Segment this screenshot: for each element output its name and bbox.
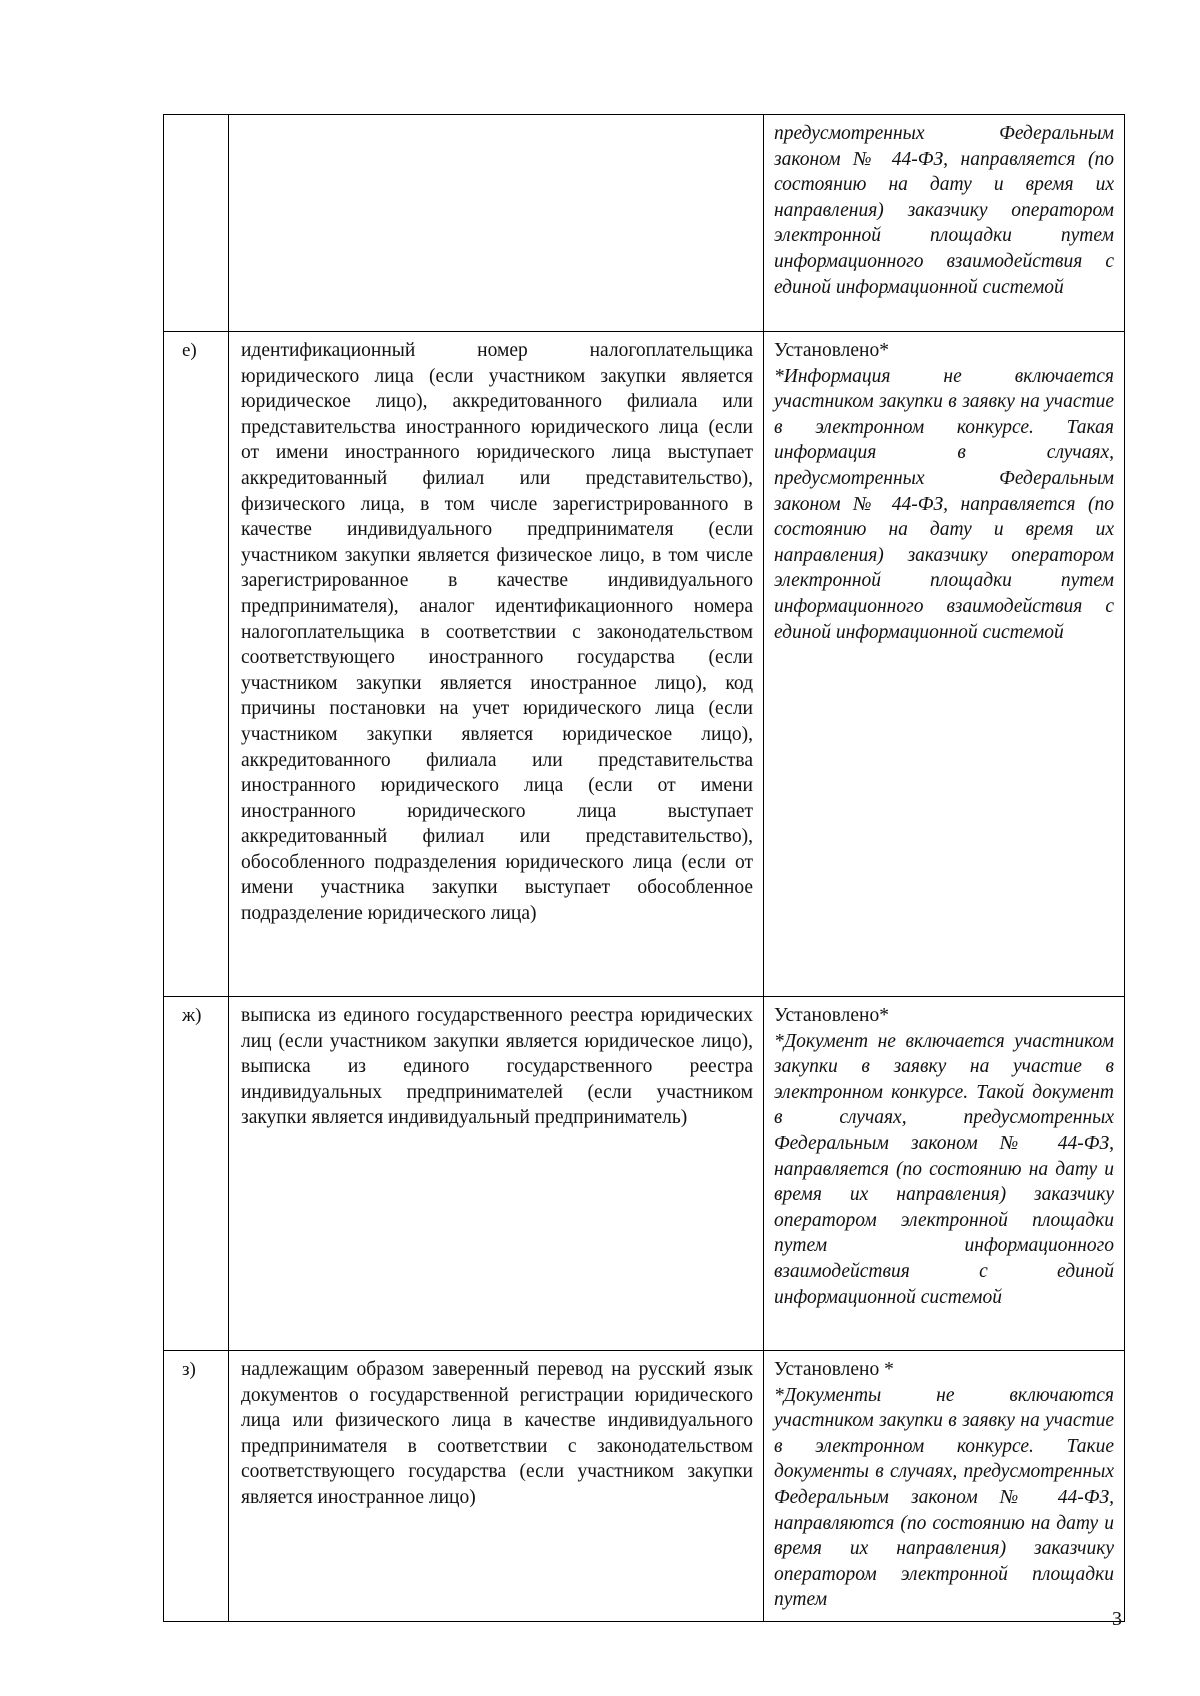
requirement-status: Установлено* [774,1005,889,1026]
requirement-status: Установлено* [774,340,889,361]
requirement-note: предусмотренных Федеральным законом № 44-ФЗ, направляется (по состоянию на дату и время их направления) заказчику оператором электронной площадки путем информационного взаимодействия с единой информационной системой [774,123,1114,298]
table-row [164,332,1125,997]
row-requirement [764,1351,1125,1622]
requirement-note: *Документы не включаются участником закупки в заявку на участие в электронном конкурсе. Такие документы в случаях, предусмотренных Федеральным законом № 44-ФЗ, направляются (по состоянию на дату и время их направления) заказчику оператором электронной площадки путем [774,1384,1114,1611]
row-number: з) [164,1351,229,1622]
row-description: надлежащим образом заверенный перевод на русский язык документов о государственной регистрации юридического лица или физического лица в качестве индивидуального предпринимателя в соответствии с законодательством соответствующего государства (если участником закупки является иностранное лицо) [229,1351,764,1622]
requirement-status: Установлено * [774,1359,894,1380]
row-number [164,115,229,332]
requirements-table [163,114,1125,1622]
row-requirement [764,997,1125,1351]
table-row [164,1351,1125,1622]
row-description: идентификационный номер налогоплательщика юридического лица (если участником закупки является юридическое лицо), аккредитованного филиала или представительства иностранного юридического лица (если от имени иностранного юридического лица выступает аккредитованный филиал или представительство), физического лица, в том числе зарегистрированного в качестве индивидуального предпринимателя (если участником закупки является физическое лицо, в том числе зарегистрированное в качестве индивидуального предпринимателя), аналог идентификационного номера налогоплательщика в соответствии с законодательством соответствующего иностранного государства (если участником закупки является иностранное лицо), код причины постановки на учет юридического лица (если участником закупки является юридическое лицо), аккредитованного филиала или представительства иностранного юридического лица (если от имени иностранного юридического лица выступает аккредитованный филиал или представительство), обособленного подразделения юридического лица (если от имени участника закупки выступает обособленное подразделение юридического лица) [229,332,764,997]
row-description: выписка из единого государственного реестра юридических лиц (если участником закупки является юридическое лицо), выписка из единого государственного реестра индивидуальных предпринимателей (если участником закупки является индивидуальный предприниматель) [229,997,764,1351]
requirement-note: *Документ не включается участником закупки в заявку на участие в электронном конкурсе. Такой документ в случаях, предусмотренных Федеральным законом № 44-ФЗ, направляется (по состоянию на дату и время их направления) заказчику оператором электронной площадки путем информационного взаимодействия с единой информационной системой [774,1030,1114,1308]
row-description [229,115,764,332]
row-requirement [764,115,1125,332]
table-row [164,115,1125,332]
page-number: 3 [1112,1608,1122,1630]
row-requirement [764,332,1125,997]
table-row [164,997,1125,1351]
requirement-note: *Информация не включается участником закупки в заявку на участие в электронном конкурсе. Такая информация в случаях, предусмотренных Федеральным законом № 44-ФЗ, направляется (по состоянию на дату и время их направления) заказчику оператором электронной площадки путем информационного взаимодействия с единой информационной системой [774,365,1114,643]
row-number: ж) [164,997,229,1351]
row-number: е) [164,332,229,997]
